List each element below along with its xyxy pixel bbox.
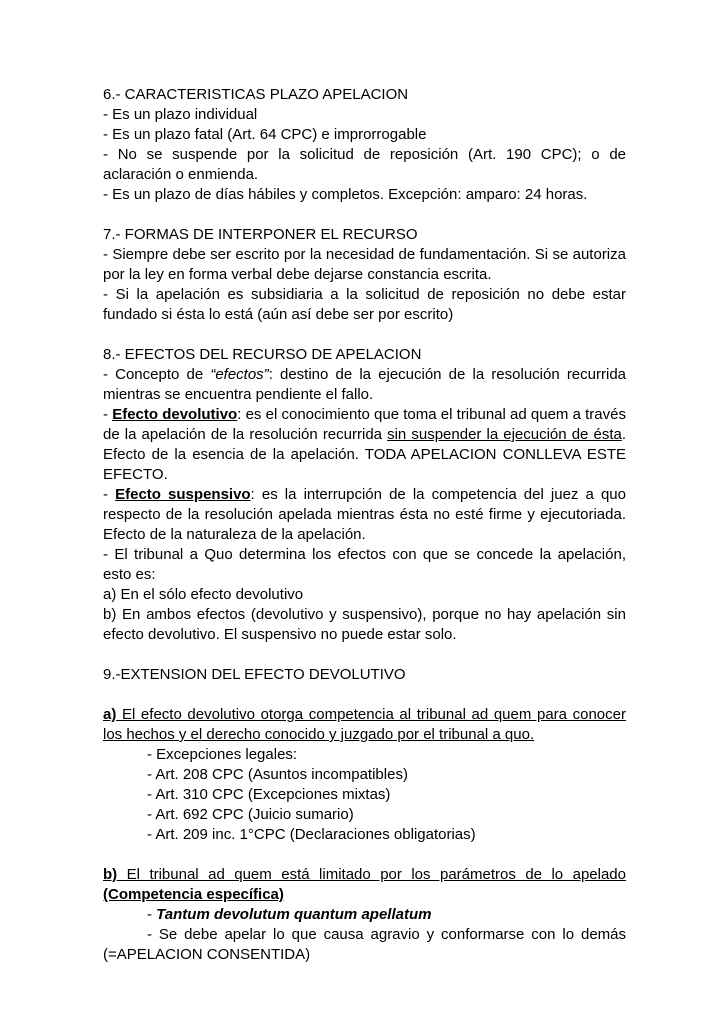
point-a-text: El efecto devolutivo otorga competencia al tribunal ad quem para conocer los hechos y el derecho conocido y juzgado por el tribunal a quo. — [103, 706, 626, 743]
dash: - — [147, 906, 157, 923]
s6-line-2: - Es un plazo fatal (Art. 64 CPC) e improrrogable — [103, 126, 427, 143]
s8-efecto-suspensivo — [103, 485, 626, 545]
concept-definition: : destino de la ejecución de la resolución recurrida mientras se encuentra pendiente el fallo. — [103, 366, 627, 403]
section-8-heading: 8.- EFECTOS DEL RECURSO DE APELACION — [103, 346, 422, 363]
s8-option-b: b) En ambos efectos (devolutivo y suspensivo), porque no hay apelación sin efecto devolutivo. El suspensivo no puede estar solo. — [103, 606, 626, 643]
exception-item: - Art. 310 CPC (Excepciones mixtas) — [147, 786, 391, 803]
efecto-devolutivo-term: Efecto devolutivo — [112, 406, 238, 423]
s6-line-3: - No se suspende por la solicitud de reposición (Art. 190 CPC); o de aclaración o enmienda. — [103, 146, 626, 183]
dev-text-end: . Efecto de la esencia de la apelación. TODA APELACION CONLLEVA ESTE EFECTO. — [103, 426, 626, 483]
section-7-heading: 7.- FORMAS DE INTERPONER EL RECURSO — [103, 226, 418, 243]
dev-text: : es el conocimiento que toma el tribunal ad quem a través de la apelación de la resolución recurrida — [103, 406, 626, 443]
exception-item: - Excepciones legales: — [147, 746, 298, 763]
s7-line-2: - Si la apelación es subsidiaria a la solicitud de reposición no debe estar fundado si ésta lo está (aún así debe ser por escrito) — [103, 286, 626, 323]
s8-efecto-devolutivo — [103, 405, 626, 485]
competencia-especifica: (Competencia específica) — [103, 886, 284, 903]
s7-line-1: - Siempre debe ser escrito por la necesidad de fundamentación. Si se autoriza por la ley en forma verbal debe dejarse constancia escrita. — [103, 246, 626, 283]
s8-quo: - El tribunal a Quo determina los efectos con que se concede la apelación, esto es: — [103, 546, 626, 583]
concept-prefix: - Concepto de — [103, 366, 211, 383]
exception-item: - Art. 209 inc. 1°CPC (Declaraciones obligatorias) — [147, 826, 476, 843]
point-a-label: a) — [103, 706, 117, 723]
point-b-text: El tribunal ad quem está limitado por los parámetros de lo apelado — [117, 866, 626, 883]
exception-item: - Art. 208 CPC (Asuntos incompatibles) — [147, 766, 408, 783]
efecto-suspensivo-term: Efecto suspensivo — [115, 486, 251, 503]
dash: - — [103, 406, 113, 423]
document-page — [103, 85, 626, 965]
s9-point-a — [103, 705, 626, 745]
s8-concept — [103, 365, 626, 405]
s8-option-a: a) En el sólo efecto devolutivo — [103, 586, 304, 603]
s9-point-b — [103, 865, 626, 905]
tantum-line — [103, 905, 626, 925]
dev-underlined-text: sin suspender la ejecución de ésta — [387, 426, 622, 443]
s6-line-1: - Es un plazo individual — [103, 106, 258, 123]
s6-line-4: - Es un plazo de días hábiles y completos. Excepción: amparo: 24 horas. — [103, 186, 588, 203]
point-b-label: b) — [103, 866, 118, 883]
tantum-phrase: Tantum devolutum quantum apellatum — [156, 906, 432, 923]
concept-term: “efectos” — [210, 366, 269, 383]
dash: - — [103, 486, 116, 503]
sus-text: : es la interrupción de la competencia del juez a quo respecto de la resolución apelada mientras ésta no esté firme y ejecutoriada. Efecto de la naturaleza de la apelación. — [103, 486, 626, 543]
section-6-heading: 6.- CARACTERISTICAS PLAZO APELACION — [103, 86, 409, 103]
s9-last-line: - Se debe apelar lo que causa agravio y conformarse con lo demás (=APELACION CONSENTIDA) — [103, 926, 626, 963]
section-9-heading: 9.-EXTENSION DEL EFECTO DEVOLUTIVO — [103, 666, 406, 683]
exception-item: - Art. 692 CPC (Juicio sumario) — [147, 806, 354, 823]
